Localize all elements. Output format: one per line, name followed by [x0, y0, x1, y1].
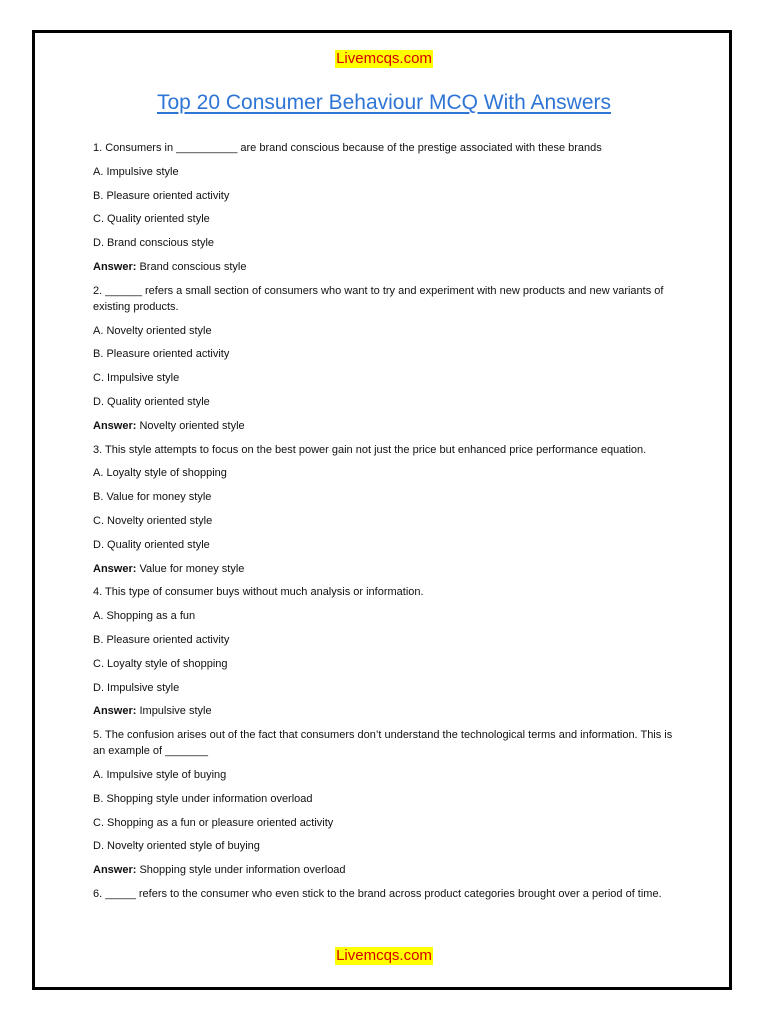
question-block	[93, 442, 673, 577]
option-b: B. Value for money style	[93, 491, 212, 504]
answer-line	[93, 418, 673, 434]
option-d: D. Quality oriented style	[93, 395, 210, 408]
option-a: A. Shopping as a fun	[93, 610, 196, 623]
option-c: C. Novelty oriented style	[93, 514, 213, 527]
option-a: A. Impulsive style of buying	[93, 768, 227, 781]
answer-line	[93, 862, 673, 878]
question-block	[93, 727, 673, 878]
question-text: 6. _____ refers to the consumer who even stick to the brand across product categories brought over a period of time.	[93, 887, 662, 900]
question-block	[93, 584, 673, 719]
site-brand-footer[interactable]	[0, 947, 768, 969]
question-block	[93, 283, 673, 434]
option-b: B. Shopping style under information overload	[93, 792, 313, 805]
answer-label: Answer:	[93, 705, 137, 718]
option-d: D. Brand conscious style	[93, 237, 215, 250]
answer-line	[93, 703, 673, 719]
option-b: B. Pleasure oriented activity	[93, 633, 230, 646]
answer-value: Shopping style under information overload	[139, 864, 346, 877]
answer-value: Novelty oriented style	[139, 419, 245, 432]
option-b: B. Pleasure oriented activity	[93, 348, 230, 361]
answer-value: Brand conscious style	[139, 260, 247, 273]
option-d: D. Quality oriented style	[93, 538, 210, 551]
question-list	[93, 140, 673, 910]
option-a: A. Novelty oriented style	[93, 324, 212, 337]
option-c: C. Loyalty style of shopping	[93, 657, 228, 670]
site-brand-label[interactable]: Livemcqs.com	[336, 947, 432, 964]
answer-line	[93, 259, 673, 275]
option-d: D. Impulsive style	[93, 681, 180, 694]
answer-label: Answer:	[93, 562, 137, 575]
question-text: 5. The confusion arises out of the fact that consumers don’t understand the technological terms and information. This is an example of _______	[93, 729, 673, 758]
question-block	[93, 140, 673, 275]
answer-label: Answer:	[93, 864, 137, 877]
option-c: C. Shopping as a fun or pleasure oriented activity	[93, 816, 334, 829]
question-block	[93, 886, 673, 902]
option-a: A. Loyalty style of shopping	[93, 467, 227, 480]
question-text: 4. This type of consumer buys without much analysis or information.	[93, 586, 424, 599]
question-text: 1. Consumers in __________ are brand conscious because of the prestige associated with these brands	[93, 142, 602, 154]
option-d: D. Novelty oriented style of buying	[93, 840, 260, 853]
answer-value: Impulsive style	[139, 705, 212, 718]
option-c: C. Impulsive style	[93, 372, 180, 385]
answer-line	[93, 561, 673, 577]
question-text: 2. ______ refers a small section of consumers who want to try and experiment with new products and new variants of existing products.	[93, 284, 664, 313]
option-c: C. Quality oriented style	[93, 213, 210, 226]
site-brand-header[interactable]	[0, 50, 768, 72]
answer-label: Answer:	[93, 260, 137, 273]
option-a: A. Impulsive style	[93, 165, 179, 178]
question-text: 3. This style attempts to focus on the best power gain not just the price but enhanced price performance equation.	[93, 443, 647, 456]
option-b: B. Pleasure oriented activity	[93, 189, 230, 202]
answer-label: Answer:	[93, 419, 137, 432]
page-title[interactable]: Top 20 Consumer Behaviour MCQ With Answers	[156, 91, 611, 114]
answer-value: Value for money style	[139, 562, 245, 575]
site-brand-label[interactable]: Livemcqs.com	[336, 50, 432, 67]
